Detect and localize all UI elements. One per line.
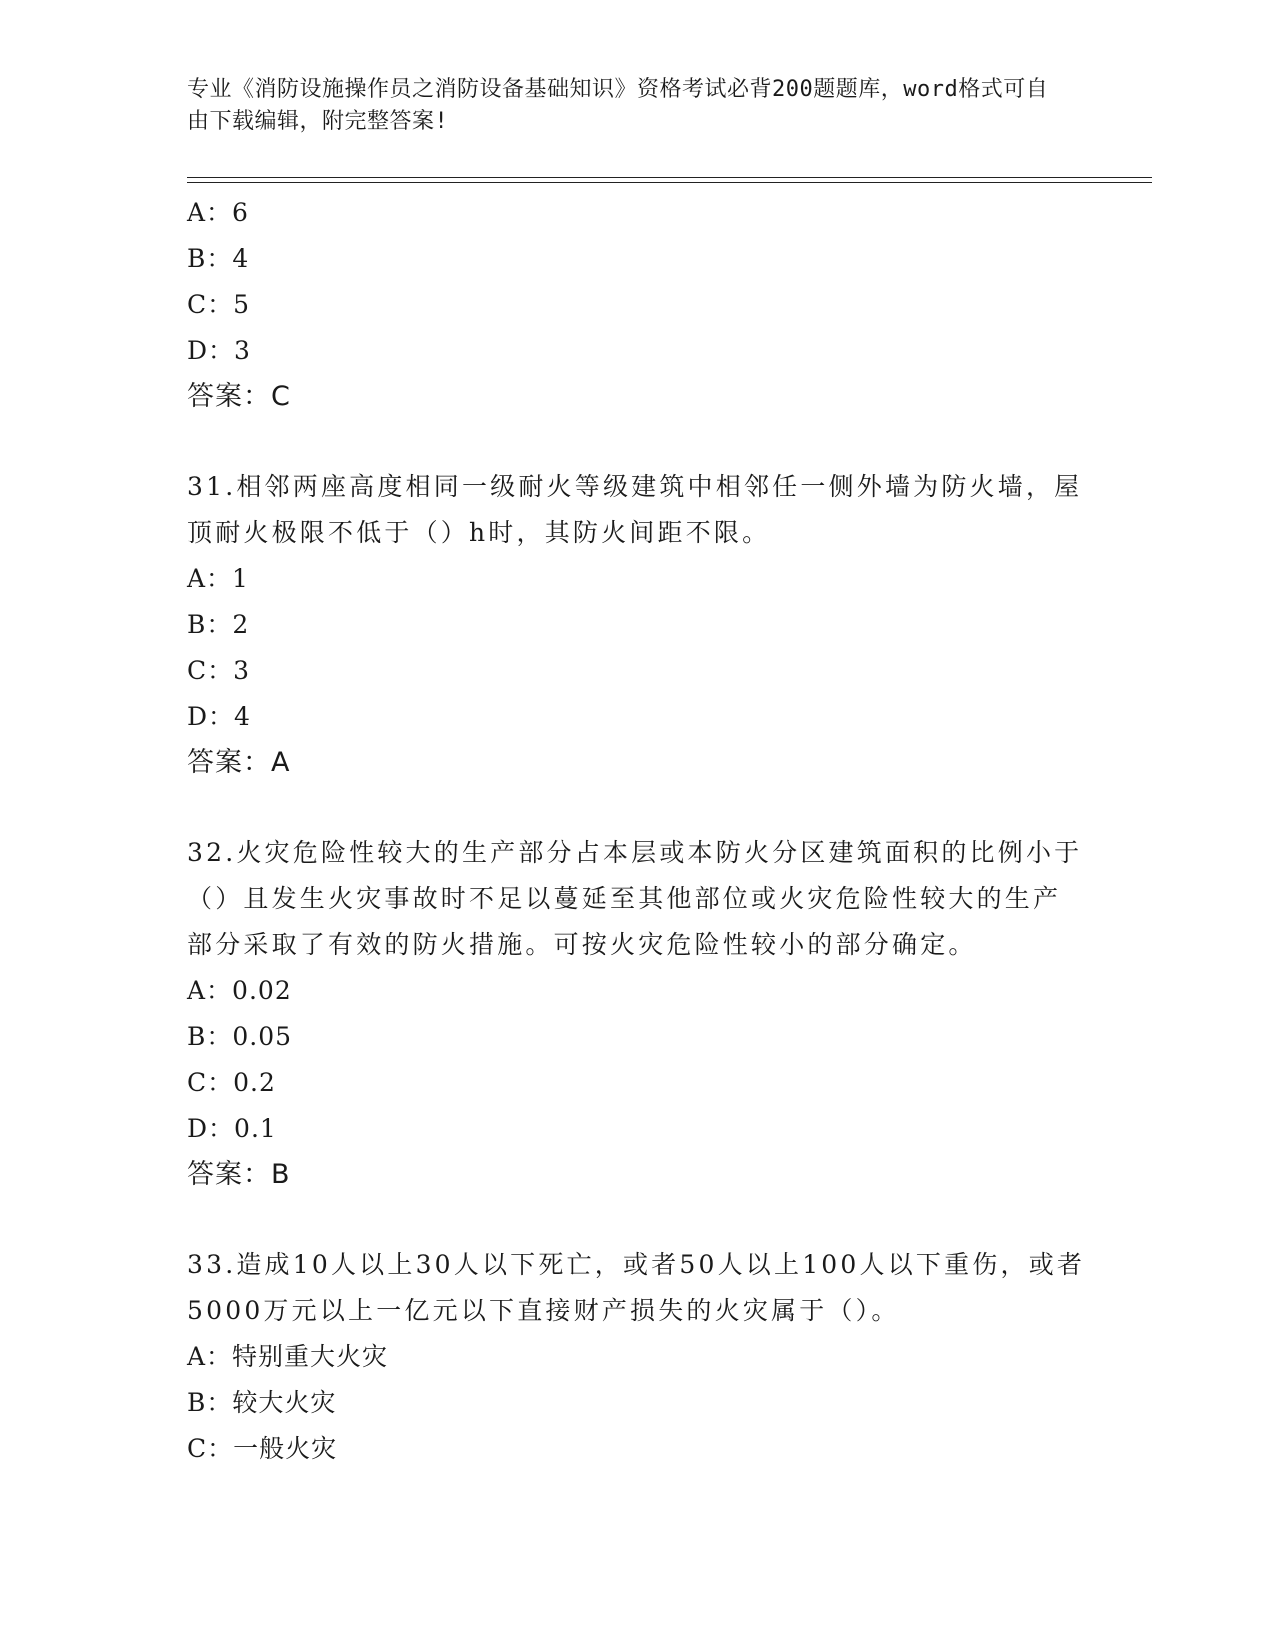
option-b: B：较大火灾 [187,1388,337,1417]
option-c: C：0.2 [187,1068,276,1097]
question-list [187,190,1087,1472]
option-c: C：3 [187,656,251,685]
header-title: 专业《消防设施操作员之消防设备基础知识》资格考试必背200题题库，word格式可自由下载编辑，附完整答案! [187,77,1049,134]
question-32 [187,830,1087,1198]
question-33 [187,1242,1087,1472]
option-c: C：5 [187,290,251,319]
question-31 [187,464,1087,786]
question-30-continued [187,190,1087,420]
option-a: A：6 [187,198,249,227]
option-d: D：0.1 [187,1114,277,1143]
option-a: A：0.02 [187,976,292,1005]
question-text: 31.相邻两座高度相同一级耐火等级建筑中相邻任一侧外墙为防火墙，屋顶耐火极限不低于（）h时，其防火间距不限。 [187,472,1083,547]
option-c: C：一般火灾 [187,1434,338,1463]
answer: 答案：B [187,1159,291,1190]
option-a: A：1 [187,564,249,593]
option-b: B：2 [187,610,250,639]
question-text: 32.火灾危险性较大的生产部分占本层或本防火分区建筑面积的比例小于（）且发生火灾事故时不足以蔓延至其他部位或火灾危险性较大的生产部分采取了有效的防火措施。可按火灾危险性较小的部分确定。 [187,838,1083,959]
option-b: B：4 [187,244,250,273]
header-rule-top [187,177,1152,178]
answer: 答案：C [187,381,291,412]
option-d: D：4 [187,702,251,731]
answer: 答案：A [187,747,291,778]
option-b: B：0.05 [187,1022,293,1051]
header-rule-bottom [187,182,1152,183]
question-text: 33.造成10人以上30人以下死亡，或者50人以上100人以下重伤，或者5000万元以上一亿元以下直接财产损失的火灾属于（）。 [187,1250,1086,1325]
option-a: A：特别重大火灾 [187,1342,389,1371]
option-d: D：3 [187,336,251,365]
document-header [187,74,1067,138]
